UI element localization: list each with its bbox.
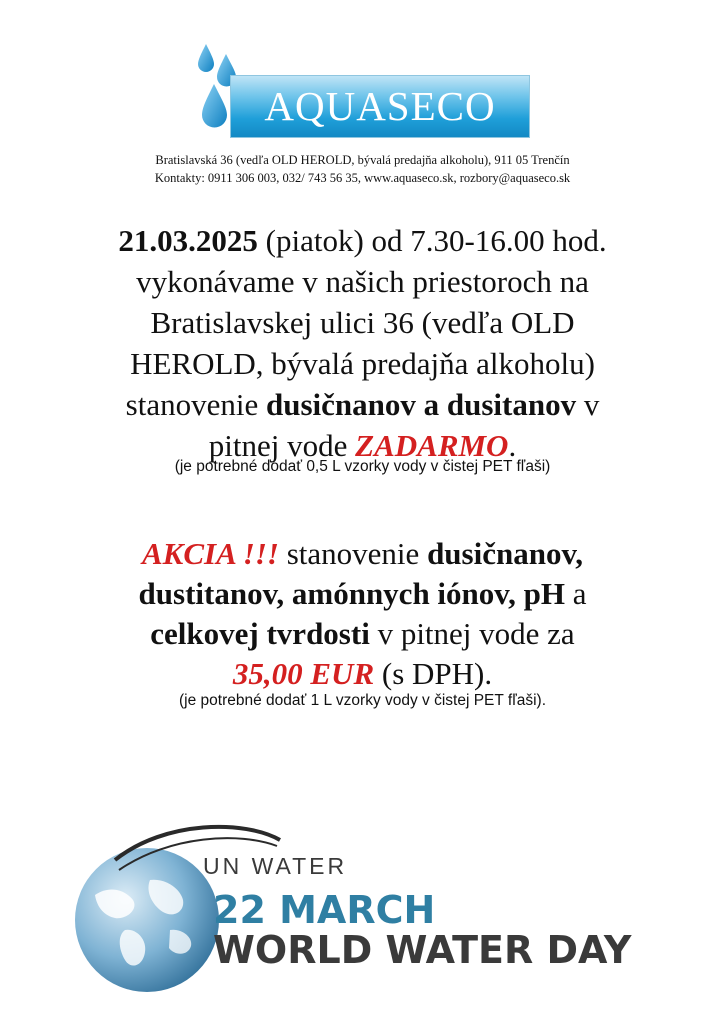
akcia-label: AKCIA !!! [141,536,279,571]
promo-note: (je potrebné dodať 1 L vzorky vody v čistej PET fľaši). [179,692,546,709]
banner-date: 22 MARCH [213,888,436,932]
promo-line1-bold: dusičnanov, [427,536,584,571]
address-line: Bratislavská 36 (vedľa OLD HEROLD, bývalá predajňa alkoholu), 911 05 Trenčín [155,153,570,167]
promo-line3-bold: celkovej tvrdosti [150,616,370,651]
announcement [40,220,685,466]
announcement-line-5 [40,384,685,425]
line5-end: v [576,387,600,422]
promo-line-1 [40,534,685,574]
contacts-line: Kontakty: 0911 306 003, 032/ 743 56 35, www.aquaseco.sk, rozbory@aquaseco.sk [154,171,571,185]
promo-line2-bold: dustitanov, amónnych iónov, pH [138,576,565,611]
promo-price-suffix: (s DPH). [374,656,493,691]
promo-line-4 [40,654,685,694]
promo-line-3 [40,614,685,654]
announcement-line-4: HEROLD, bývalá predajňa alkoholu) [130,346,595,381]
announcement-line-3: Bratislavskej ulici 36 (vedľa OLD [150,305,575,340]
line6-text: pitnej vode [208,428,356,463]
logo-text: AQUASECO [264,83,496,129]
announcement-note: (je potrebné dodať 0,5 L vzorky vody v čistej PET fľaši) [174,458,551,475]
promo-line-2 [40,574,685,614]
promo-line3-text: v pitnej vode za [369,616,575,651]
banner-title: WORLD WATER DAY [213,928,632,972]
announcement-date: 21.03.2025 [118,223,258,258]
line5-text: stanovenie [125,387,266,422]
logo-banner [230,75,530,138]
aquaseco-logo [192,40,532,140]
promo [40,534,685,694]
free-highlight: ZADARMO [355,428,509,463]
announcement-line-1 [40,220,685,261]
announcement-line-2: vykonávame v našich priestoroch na [136,264,589,299]
line6-end: . [508,428,517,463]
announcement-time: (piatok) od 7.30-16.00 hod. [257,223,607,258]
promo-line1-text: stanovenie [278,536,428,571]
promo-line2-text: a [564,576,587,611]
un-water-label: UN WATER [203,853,348,879]
world-water-day-banner [55,800,645,1000]
promo-price: 35,00 EUR [232,656,375,691]
line5-bold: dusičnanov a dusitanov [265,387,577,422]
